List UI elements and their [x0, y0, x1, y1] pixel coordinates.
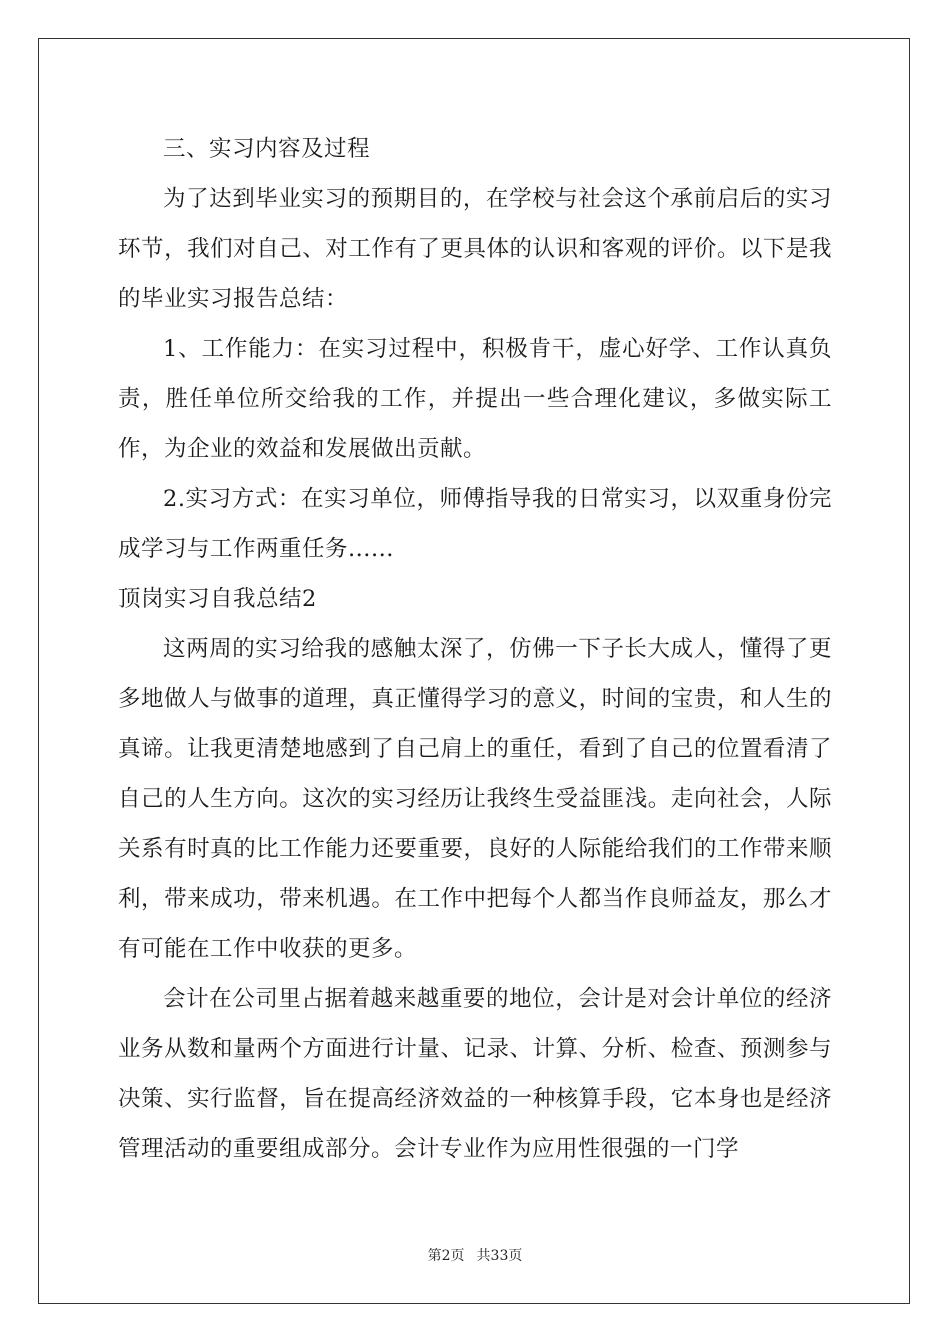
page-number: 第2页	[427, 1248, 465, 1264]
paragraph: 这两周的实习给我的感触太深了，仿佛一下子长大成人，懂得了更多地做人与做事的道理，真正懂得学习的意义，时间的宝贵，和人生的真谛。让我更清楚地感到了自己肩上的重任，看到了自己的位置看清了自己的人生方向。这次的实习经历让我终生受益匪浅。走向社会，人际关系有时真的比工作能力还要重要，良好的人际能给我们的工作带来顺利，带来成功，带来机遇。在工作中把每个人都当作良师益友，那么才有可能在工作中收获的更多。	[118, 636, 832, 962]
paragraph: 1、工作能力：在实习过程中，积极肯干，虚心好学、工作认真负责，胜任单位所交给我的工作，并提出一些合理化建议，多做实际工作，为企业的效益和发展做出贡献。	[118, 336, 832, 462]
document-body	[118, 124, 832, 1174]
paragraph: 会计在公司里占据着越来越重要的地位，会计是对会计单位的经济业务从数和量两个方面进行计量、记录、计算、分析、检查、预测参与决策、实行监督，旨在提高经济效益的一种核算手段，它本身也是经济管理活动的重要组成部分。会计专业作为应用性很强的一门学	[118, 986, 832, 1162]
paragraph: 为了达到毕业实习的预期目的，在学校与社会这个承前启后的实习环节，我们对自己、对工作有了更具体的认识和客观的评价。以下是我的毕业实习报告总结：	[118, 186, 832, 312]
section-heading: 三、实习内容及过程	[163, 136, 371, 162]
section-title: 顶岗实习自我总结2	[118, 586, 317, 612]
paragraph: 2.实习方式：在实习单位，师傅指导我的日常实习，以双重身份完成学习与工作两重任务......	[118, 486, 832, 562]
page-footer	[0, 1245, 950, 1265]
total-pages: 共33页	[476, 1248, 523, 1264]
